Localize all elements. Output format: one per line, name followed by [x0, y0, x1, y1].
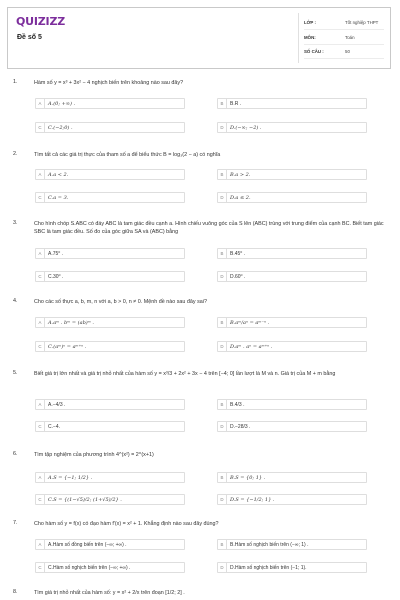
option-text: D.(−∞; −2) .	[230, 125, 262, 131]
question-number: 3.	[13, 220, 18, 226]
option-d[interactable]	[217, 494, 367, 505]
meta-row-question-count	[304, 46, 384, 59]
option-letter: D	[218, 123, 227, 133]
question-text: Tìm tập nghiệm của phương trình 4^(x²) = 2^(x+1)	[34, 452, 154, 458]
option-text: C.Hàm số nghịch biến trên (−∞; +∞) .	[48, 565, 131, 571]
option-letter: D	[218, 272, 227, 282]
meta-label: SỐ CÂU :	[304, 49, 324, 54]
question-text: Cho hàm số y = f(x) có đạo hàm f′(x) = x² + 1. Khẳng định nào sau đây đúng?	[34, 521, 219, 527]
question-number: 8.	[13, 589, 18, 595]
option-b[interactable]	[217, 169, 367, 180]
option-c[interactable]	[35, 421, 185, 432]
meta-divider	[298, 13, 299, 63]
option-letter: C	[36, 563, 45, 573]
option-text: D.a ≤ 2.	[230, 195, 251, 201]
question-number: 2.	[13, 151, 18, 157]
question-number: 1.	[13, 79, 18, 85]
option-letter: D	[218, 495, 227, 505]
option-text: B.45⁰ .	[230, 251, 246, 257]
option-text: A.aᵐ . bᵐ = (ab)ᵐ .	[48, 320, 94, 326]
meta-row-subject	[304, 32, 384, 45]
meta-value: Toán	[345, 34, 355, 40]
option-text: B.a > 2.	[230, 172, 251, 178]
option-text: B.Hàm số nghịch biến trên (−∞; 1) .	[230, 542, 309, 548]
option-d[interactable]	[217, 421, 367, 432]
option-b[interactable]	[217, 248, 367, 259]
option-letter: D	[218, 563, 227, 573]
option-text: C.(−2;0) .	[48, 125, 73, 131]
option-d[interactable]	[217, 562, 367, 573]
option-letter: B	[218, 540, 227, 550]
option-text: C.30⁰ .	[48, 274, 64, 280]
option-letter: A	[36, 99, 45, 109]
option-letter: B	[218, 318, 227, 328]
option-letter: C	[36, 123, 45, 133]
option-letter: C	[36, 342, 45, 352]
option-text: A.−4/3 .	[48, 402, 66, 408]
option-a[interactable]	[35, 539, 185, 550]
meta-value: 50	[345, 49, 350, 54]
option-text: B.R .	[230, 101, 242, 107]
meta-label: LỚP :	[304, 20, 316, 25]
option-letter: B	[218, 473, 227, 483]
option-text: A.a < 2.	[48, 172, 69, 178]
meta-label: MÔN:	[304, 34, 316, 40]
question-text: Cho các số thực a, b, m, n với a, b > 0, n ≠ 0. Mệnh đề nào sau đây sai?	[34, 299, 207, 305]
option-b[interactable]	[217, 98, 367, 109]
option-text: C.−4.	[48, 424, 61, 430]
question-text: Biết giá trị lớn nhất và giá trị nhỏ nhất của hàm số y = x³/3 + 2x² + 3x − 4 trên [−4; 0] lần lượt là M và n. Giá trị của M + m bằng	[34, 371, 336, 377]
option-d[interactable]	[217, 192, 367, 203]
option-a[interactable]	[35, 169, 185, 180]
option-text: A.S = {−1; 1/2} .	[48, 475, 93, 481]
option-letter: A	[36, 170, 45, 180]
question-text: Tìm giá trị nhỏ nhất của hàm số: y = x² + 2/x trên đoạn [1/2; 2] .	[34, 590, 185, 596]
question-text: Cho hình chóp S.ABC có đáy ABC là tam giác đều cạnh a. Hình chiếu vuông góc của S lên (ABC) trùng với trung điểm của cạnh BC. Biết tam giác SBC là tam giác đều. Số đo của góc giữa SA và (ABC) bằng	[34, 221, 384, 236]
logo-text: QUIZIZZ	[16, 15, 65, 28]
option-b[interactable]	[217, 472, 367, 483]
option-text: A.Hàm số đồng biến trên (−∞; +∞) .	[48, 542, 127, 548]
question-number: 5.	[13, 370, 18, 376]
option-letter: C	[36, 193, 45, 203]
option-letter: D	[218, 422, 227, 432]
option-d[interactable]	[217, 271, 367, 282]
option-text: B.aᵐ/aⁿ = aᵐ⁻ⁿ .	[230, 320, 270, 326]
meta-row-class	[304, 17, 384, 30]
option-text: B.4/3 .	[230, 402, 245, 408]
option-a[interactable]	[35, 317, 185, 328]
exam-title: Đề số 5	[17, 34, 42, 41]
option-c[interactable]	[35, 562, 185, 573]
option-letter: C	[36, 495, 45, 505]
option-a[interactable]	[35, 472, 185, 483]
option-letter: B	[218, 400, 227, 410]
option-letter: C	[36, 422, 45, 432]
option-b[interactable]	[217, 539, 367, 550]
question-number: 6.	[13, 451, 18, 457]
quizizz-logo	[16, 15, 65, 27]
option-letter: B	[218, 249, 227, 259]
option-a[interactable]	[35, 248, 185, 259]
option-c[interactable]	[35, 341, 185, 352]
option-text: C.(aᵐ)ⁿ = aᵐ⁺ⁿ .	[48, 344, 87, 350]
option-text: C.a = 3.	[48, 195, 69, 201]
question-text: Tìm tất cả các giá trị thực của tham số a để biểu thức B = log₃(2 − a) có nghĩa	[34, 152, 221, 158]
option-letter: A	[36, 473, 45, 483]
option-text: B.S = {0; 1} .	[230, 475, 266, 481]
meta-panel	[304, 17, 384, 61]
option-b[interactable]	[217, 399, 367, 410]
option-letter: D	[218, 193, 227, 203]
option-text: D.Hàm số nghịch biến trên (−1; 1).	[230, 565, 307, 571]
option-letter: D	[218, 342, 227, 352]
question-text: Hàm số y = x³ + 3x² − 4 nghịch biến trên khoảng nào sau đây?	[34, 80, 184, 86]
option-letter: A	[36, 318, 45, 328]
option-c[interactable]	[35, 271, 185, 282]
question-number: 4.	[13, 298, 18, 304]
option-text: C.S = {(1−√5)/2; (1+√5)/2} .	[48, 497, 122, 503]
option-c[interactable]	[35, 192, 185, 203]
option-b[interactable]	[217, 317, 367, 328]
option-letter: A	[36, 400, 45, 410]
option-text: A.(0; +∞) .	[48, 101, 76, 107]
option-letter: C	[36, 272, 45, 282]
meta-value: Tốt nghiệp THPT	[345, 20, 379, 25]
option-a[interactable]	[35, 399, 185, 410]
question-number: 7.	[13, 520, 18, 526]
option-text: A.75⁰ .	[48, 251, 64, 257]
option-c[interactable]	[35, 122, 185, 133]
option-text: D.S = {−1/2; 1} .	[230, 497, 275, 503]
option-letter: B	[218, 170, 227, 180]
option-letter: A	[36, 540, 45, 550]
option-d[interactable]	[217, 341, 367, 352]
option-letter: A	[36, 249, 45, 259]
option-text: D.aᵐ . aⁿ = aᵐ⁺ⁿ .	[230, 344, 273, 350]
option-text: D.60⁰ .	[230, 274, 246, 280]
option-letter: B	[218, 99, 227, 109]
option-d[interactable]	[217, 122, 367, 133]
option-a[interactable]	[35, 98, 185, 109]
option-text: D.−28/3 .	[230, 424, 251, 430]
option-c[interactable]	[35, 494, 185, 505]
quiz-header	[7, 7, 391, 69]
